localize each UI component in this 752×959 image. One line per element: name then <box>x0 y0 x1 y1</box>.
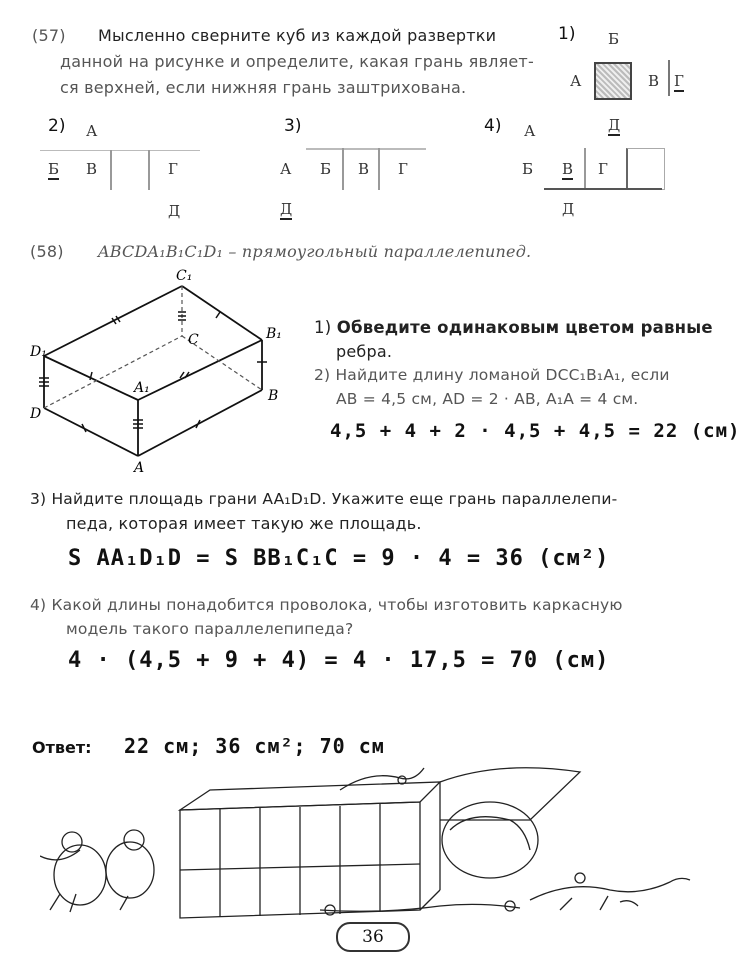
decorative-illustration <box>40 760 720 930</box>
net-2-c1: Б <box>48 160 60 178</box>
net-4-c2: В <box>562 160 574 178</box>
q2-num: 2) <box>314 366 331 384</box>
q3-answer: S AA₁D₁D = S BB₁C₁C = 9 · 4 = 36 (см²) <box>68 546 610 571</box>
answer-value: 22 см; 36 см²; 70 см <box>124 734 385 758</box>
cube-net-4 <box>484 112 684 232</box>
parallelepiped-figure <box>30 268 290 478</box>
net-3-index: 3) <box>284 116 302 136</box>
vertex-c: C <box>188 332 199 348</box>
q2-line-1 <box>314 366 670 384</box>
net-1-index: 1) <box>558 24 576 44</box>
net-3-divider-1 <box>342 148 344 190</box>
net-2-divider-1 <box>110 150 112 190</box>
cube-net-3 <box>280 112 440 222</box>
net-3-top-edge <box>306 148 426 150</box>
q4-text-2: модель такого параллелепипеда? <box>66 620 354 638</box>
net-1-top: Б <box>608 30 620 48</box>
q2-answer: 4,5 + 4 + 2 · 4,5 + 4,5 = 22 (см) <box>330 420 741 442</box>
net-4-bottom: Д <box>562 200 575 218</box>
net-3-c3: В <box>358 160 370 178</box>
vertex-a1: A₁ <box>134 380 150 396</box>
q3-num: 3) <box>30 490 47 508</box>
page-number: 36 <box>336 922 410 952</box>
net-4-topright: Д <box>608 116 621 134</box>
q1-text-2: ребра. <box>336 342 393 361</box>
cube-net-2 <box>40 112 240 222</box>
net-1-left: А <box>570 72 582 90</box>
net-4-bottom-edge <box>544 188 662 190</box>
net-1-bottom-face-hatched <box>594 62 632 100</box>
net-2-divider-2 <box>148 150 150 190</box>
q4-text: Какой длины понадобится проволока, чтобы изготовить каркасную <box>51 596 623 614</box>
q1-text: Обведите одинаковым цветом равные <box>336 318 713 337</box>
net-4-blank-face <box>626 148 665 190</box>
task-57-line-3: ся верхней, если нижняя грань заштрихована. <box>60 78 467 97</box>
vertex-d1: D₁ <box>30 344 47 360</box>
q1-line-1 <box>314 318 713 337</box>
net-3-c1: А <box>280 160 292 178</box>
vertex-b1: B₁ <box>266 326 282 342</box>
net-3-divider-2 <box>378 148 380 190</box>
q3-text-2: педа, которая имеет такую же площадь. <box>66 514 422 533</box>
vertex-d: D <box>30 406 42 422</box>
q3-text: Найдите площадь грани AA₁D₁D. Укажите еще грань параллелепи- <box>51 490 618 508</box>
q4-answer: 4 · (4,5 + 9 + 4) = 4 · 17,5 = 70 (см) <box>68 648 610 673</box>
task-57-line-1: Мысленно сверните куб из каждой развертки <box>98 26 497 45</box>
net-4-divider-1 <box>584 148 586 188</box>
vertex-c1: C₁ <box>176 268 193 284</box>
net-3-bottom: Д <box>280 200 293 218</box>
net-2-index: 2) <box>48 116 66 136</box>
vertex-a: A <box>134 460 145 476</box>
net-1-right1: В <box>648 72 660 90</box>
net-2-top: А <box>86 122 98 140</box>
q1-num: 1) <box>314 318 332 337</box>
q3-line-1 <box>30 490 617 508</box>
task-58-statement: ABCDA₁B₁C₁D₁ – прямоугольный параллелепипед. <box>98 242 532 261</box>
q2-text: Найдите длину ломаной DCC₁B₁A₁, если <box>335 366 670 384</box>
net-1-divider <box>668 60 670 96</box>
net-2-bottom: Д <box>168 202 181 220</box>
vertex-b: B <box>268 388 279 404</box>
net-4-index: 4) <box>484 116 502 136</box>
task-57-line-2: данной на рисунке и определите, какая грань являет- <box>60 52 534 71</box>
net-4-c3: Г <box>598 160 608 178</box>
cube-net-1 <box>556 20 684 110</box>
q2-text-2: AB = 4,5 см, AD = 2 · AB, A₁A = 4 см. <box>336 390 639 408</box>
net-4-topleft: А <box>524 122 536 140</box>
net-2-c4: Г <box>168 160 178 178</box>
net-3-c2: Б <box>320 160 332 178</box>
net-4-c1: Б <box>522 160 534 178</box>
net-2-c2: В <box>86 160 98 178</box>
q4-num: 4) <box>30 596 47 614</box>
task-57-marker: (57) <box>32 26 66 45</box>
net-3-c4: Г <box>398 160 408 178</box>
net-1-right2: Г <box>674 72 684 90</box>
q4-line-1 <box>30 596 623 614</box>
task-58-marker: (58) <box>30 242 64 261</box>
answer-label: Ответ: <box>32 738 92 757</box>
